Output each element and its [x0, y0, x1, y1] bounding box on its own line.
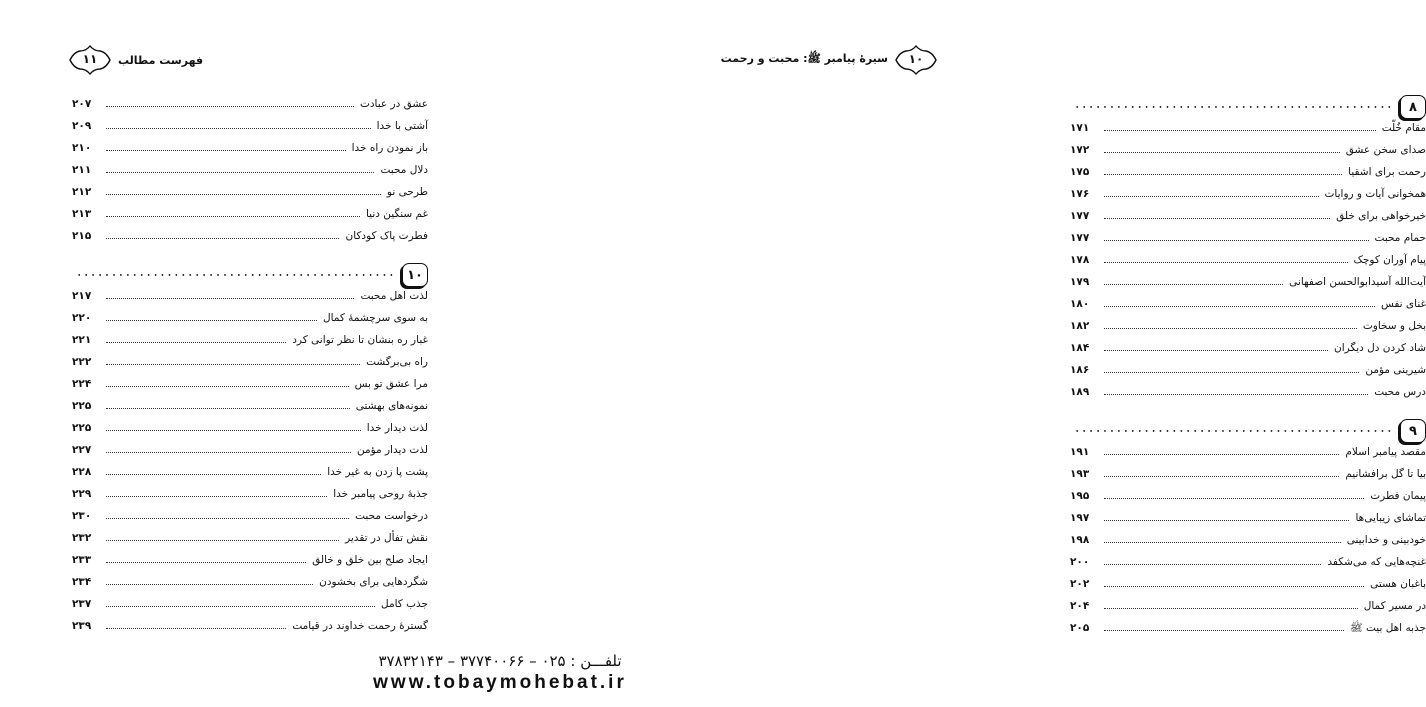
- entry-title: آشتی با خدا: [376, 120, 428, 132]
- toc-entry[interactable]: [1070, 556, 1426, 578]
- chapter-number-badge: ۱۰: [402, 263, 428, 287]
- dot-leader: [106, 237, 339, 239]
- toc-entry[interactable]: [72, 466, 428, 488]
- toc-entry[interactable]: [1070, 342, 1426, 364]
- chapter-number-badge: ۸: [1400, 95, 1426, 119]
- dot-leader: [1104, 173, 1342, 175]
- toc-entry[interactable]: [1070, 512, 1426, 534]
- entry-page-number: ۲۰۷: [72, 98, 92, 110]
- toc-entry[interactable]: [1070, 386, 1426, 408]
- right-page-header: [721, 45, 938, 75]
- entry-title: آیت‌الله آسیدابوالحسن اصفهانی: [1289, 276, 1426, 288]
- dot-leader: [1104, 585, 1364, 587]
- dot-leader: [106, 149, 346, 151]
- dot-leader: [1104, 563, 1321, 565]
- entry-title: رحمت برای اشقیا: [1348, 166, 1426, 178]
- dot-leader: [1104, 371, 1359, 373]
- dot-leader: [1104, 261, 1348, 263]
- entry-page-number: ۱۹۷: [1070, 512, 1090, 524]
- entry-page-number: ۲۲۰: [72, 312, 92, 324]
- dot-leader: [106, 363, 360, 365]
- entry-page-number: ۱۹۱: [1070, 446, 1090, 458]
- toc-entry[interactable]: [72, 164, 428, 186]
- entry-page-number: ۱۹۳: [1070, 468, 1090, 480]
- entry-page-number: ۲۰۵: [1070, 622, 1090, 634]
- entry-title: عشق در عبادت: [359, 98, 428, 110]
- entry-page-number: ۱۷۸: [1070, 254, 1090, 266]
- phone-label: تلفـــن :: [570, 652, 622, 670]
- dot-leader: [1104, 629, 1344, 631]
- entry-page-number: ۲۱۷: [72, 290, 92, 302]
- phone-numbers: ۰۲۵ – ۳۷۷۴۰۰۶۶ – ۳۷۸۳۲۱۴۳: [378, 652, 566, 670]
- entry-page-number: ۲۳۰: [72, 510, 92, 522]
- entry-page-number: ۲۰۲: [1070, 578, 1090, 590]
- toc-entry[interactable]: [72, 554, 428, 576]
- page-number: ۱۱: [82, 52, 98, 66]
- entry-title: درس محبت: [1374, 386, 1426, 398]
- entry-page-number: ۱۷۷: [1070, 210, 1090, 222]
- dot-leader: [106, 215, 360, 217]
- entry-title: غم سنگین دنیا: [365, 208, 428, 220]
- toc-entry[interactable]: [1070, 622, 1426, 644]
- entry-title: پیام آوران کوچک: [1353, 254, 1426, 266]
- entry-title: طرحی نو: [386, 186, 428, 198]
- toc-entry[interactable]: [1070, 490, 1426, 512]
- dot-leader: [106, 385, 349, 387]
- toc-entry[interactable]: [1070, 232, 1426, 254]
- entry-page-number: ۱۹۵: [1070, 490, 1090, 502]
- entry-title: شیرینی مؤمن: [1365, 364, 1426, 376]
- dot-leader: [1104, 475, 1339, 477]
- dot-leader: [106, 539, 339, 541]
- toc-entry[interactable]: [72, 620, 428, 642]
- toc-entry[interactable]: [1070, 210, 1426, 232]
- entry-page-number: ۱۷۲: [1070, 144, 1090, 156]
- dot-leader: [106, 627, 286, 629]
- toc-entry[interactable]: [72, 378, 428, 400]
- toc-entry[interactable]: [72, 510, 428, 532]
- dot-leader: [106, 605, 375, 607]
- entry-title: باغبان هستی: [1370, 578, 1426, 590]
- chapter-dotted-rule: [1070, 104, 1392, 110]
- entry-title: صدای سخن عشق: [1345, 144, 1426, 156]
- dot-leader: [1104, 519, 1349, 521]
- entry-title: گسترۀ رحمت خداوند در قیامت: [292, 620, 428, 632]
- toc-entry[interactable]: [72, 290, 428, 312]
- entry-title: جذبۀ روحی پیامبر خدا: [333, 488, 428, 500]
- dot-leader: [1104, 327, 1357, 329]
- dot-leader: [106, 429, 361, 431]
- dot-leader: [106, 127, 371, 129]
- toc-entry[interactable]: [72, 142, 428, 164]
- entry-title: لذت اهل محبت: [360, 290, 428, 302]
- entry-title: خیرخواهی برای خلق: [1336, 210, 1426, 222]
- dot-leader: [1104, 453, 1339, 455]
- entry-page-number: ۲۳۴: [72, 576, 92, 588]
- toc-entry[interactable]: [1070, 166, 1426, 188]
- entry-title: مقصد پیامبر اسلام: [1345, 446, 1426, 458]
- entry-title: بیا تا گل برافشانیم: [1345, 468, 1426, 480]
- toc-entry[interactable]: [1070, 298, 1426, 320]
- entry-title: نقش تفأل در تقدیر: [345, 532, 428, 544]
- toc-right: [1070, 92, 1426, 644]
- toc-entry[interactable]: [1070, 320, 1426, 342]
- toc-entry[interactable]: [72, 400, 428, 422]
- toc-entry[interactable]: [1070, 276, 1426, 298]
- entry-page-number: ۲۳۳: [72, 554, 92, 566]
- entry-title: شاد کردن دل دیگران: [1334, 342, 1426, 354]
- toc-entry[interactable]: [72, 208, 428, 230]
- entry-page-number: ۲۰۰: [1070, 556, 1090, 568]
- entry-page-number: ۲۲۱: [72, 334, 92, 346]
- toc-entry[interactable]: [72, 230, 428, 252]
- entry-page-number: ۲۱۳: [72, 208, 92, 220]
- chapter-heading: [1070, 92, 1426, 122]
- entry-title: در مسیر کمال: [1363, 600, 1426, 612]
- toc-entry[interactable]: [72, 334, 428, 356]
- entry-page-number: ۱۸۰: [1070, 298, 1090, 310]
- entry-title: نمونه‌های بهشتی: [355, 400, 428, 412]
- header-title: سیرۀ پیامبر ﷺ: محبت و رحمت: [720, 52, 888, 65]
- entry-page-number: ۱۷۷: [1070, 232, 1090, 244]
- dot-leader: [1104, 151, 1340, 153]
- dot-leader: [1104, 239, 1369, 241]
- entry-title: جذبه اهل بیت ﷺ: [1349, 622, 1426, 634]
- entry-title: خودبینی و خدابینی: [1346, 534, 1426, 546]
- entry-title: درخواست محبت: [355, 510, 428, 522]
- dot-leader: [1104, 283, 1283, 285]
- toc-entry[interactable]: [1070, 364, 1426, 386]
- entry-page-number: ۱۹۸: [1070, 534, 1090, 546]
- toc-entry[interactable]: [72, 312, 428, 334]
- entry-title: حمام محبت: [1374, 232, 1426, 244]
- dot-leader: [106, 319, 317, 321]
- dot-leader: [106, 495, 327, 497]
- toc-left: [72, 98, 428, 642]
- entry-page-number: ۲۲۴: [72, 378, 92, 390]
- dot-leader: [106, 341, 286, 343]
- footer-phone: [0, 652, 1000, 670]
- dot-leader: [106, 451, 351, 453]
- entry-title: تماشای زیبایی‌ها: [1355, 512, 1426, 524]
- dot-leader: [1104, 607, 1358, 609]
- header-title: فهرست مطالب: [118, 53, 204, 67]
- entry-page-number: ۲۱۵: [72, 230, 92, 242]
- entry-page-number: ۱۸۲: [1070, 320, 1090, 332]
- chapter-dotted-rule: [1070, 428, 1392, 434]
- toc-entry[interactable]: [1070, 446, 1426, 468]
- entry-page-number: ۲۱۲: [72, 186, 92, 198]
- dot-leader: [106, 171, 374, 173]
- toc-entry[interactable]: [72, 488, 428, 510]
- entry-page-number: ۲۲۹: [72, 488, 92, 500]
- toc-entry[interactable]: [72, 598, 428, 620]
- entry-title: غنای نفس: [1380, 298, 1426, 310]
- dot-leader: [1104, 129, 1376, 131]
- dot-leader: [106, 407, 350, 409]
- dot-leader: [106, 561, 306, 563]
- toc-entry[interactable]: [72, 186, 428, 208]
- entry-title: پیمان فطرت: [1370, 490, 1426, 502]
- entry-title: جذب کامل: [381, 598, 428, 610]
- entry-title: غنچه‌هایی که می‌شکفد: [1327, 556, 1426, 568]
- entry-title: غبار ره بنشان تا نظر توانی کرد: [292, 334, 428, 346]
- toc-entry[interactable]: [1070, 254, 1426, 276]
- entry-page-number: ۱۸۴: [1070, 342, 1090, 354]
- toc-entry[interactable]: [1070, 122, 1426, 144]
- dot-leader: [1104, 217, 1330, 219]
- dot-leader: [1104, 393, 1368, 395]
- page-number-badge: [68, 45, 112, 75]
- chapter-heading: [72, 260, 428, 290]
- entry-title: بخل و سخاوت: [1362, 320, 1426, 332]
- left-page: [0, 0, 500, 707]
- entry-page-number: ۲۳۹: [72, 620, 92, 632]
- entry-page-number: ۱۸۶: [1070, 364, 1090, 376]
- entry-title: راه بی‌برگشت: [366, 356, 428, 368]
- toc-entry[interactable]: [72, 120, 428, 142]
- toc-entry[interactable]: [72, 444, 428, 466]
- entry-page-number: ۲۲۸: [72, 466, 92, 478]
- toc-entry[interactable]: [72, 98, 428, 120]
- chapter-number-badge: ۹: [1400, 419, 1426, 443]
- toc-entry[interactable]: [72, 576, 428, 598]
- entry-title: پشت پا زدن به غیر خدا: [327, 466, 428, 478]
- dot-leader: [106, 583, 313, 585]
- entry-page-number: ۲۲۵: [72, 422, 92, 434]
- entry-title: دلال محبت: [380, 164, 428, 176]
- toc-entry[interactable]: [1070, 534, 1426, 556]
- website-link[interactable]: www.tobaymohebat.ir: [373, 672, 627, 693]
- page-number: ۱۰: [908, 52, 924, 66]
- entry-title: شگردهایی برای بخشودن: [319, 576, 428, 588]
- entry-title: همخوانی آیات و روایات: [1324, 188, 1426, 200]
- toc-entry[interactable]: [1070, 468, 1426, 490]
- entry-page-number: ۲۲۷: [72, 444, 92, 456]
- entry-page-number: ۱۷۱: [1070, 122, 1090, 134]
- toc-entry[interactable]: [1070, 188, 1426, 210]
- entry-page-number: ۲۰۴: [1070, 600, 1090, 612]
- toc-entry[interactable]: [72, 356, 428, 378]
- left-page-header: [68, 45, 203, 75]
- chapter-dotted-rule: [72, 272, 394, 278]
- entry-title: مرا عشق تو بس: [354, 378, 428, 390]
- entry-title: مقام خُلّت: [1381, 122, 1426, 134]
- toc-entry[interactable]: [1070, 600, 1426, 622]
- entry-title: لذت دیدار مؤمن: [356, 444, 428, 456]
- dot-leader: [1104, 541, 1341, 543]
- dot-leader: [1104, 349, 1328, 351]
- right-page: [500, 0, 1426, 707]
- entry-page-number: ۲۳۲: [72, 532, 92, 544]
- entry-page-number: ۲۱۱: [72, 164, 92, 176]
- entry-page-number: ۲۲۲: [72, 356, 92, 368]
- entry-title: باز نمودن راه خدا: [351, 142, 428, 154]
- entry-title: ایجاد صلح بین خلق و خالق: [312, 554, 428, 566]
- entry-page-number: ۲۱۰: [72, 142, 92, 154]
- dot-leader: [106, 473, 321, 475]
- dot-leader: [1104, 305, 1375, 307]
- footer: [0, 652, 1000, 694]
- toc-entry[interactable]: [1070, 144, 1426, 166]
- dot-leader: [106, 105, 354, 107]
- chapter-heading: [1070, 416, 1426, 446]
- entry-page-number: ۱۷۹: [1070, 276, 1090, 288]
- dot-leader: [106, 297, 354, 299]
- toc-entry[interactable]: [1070, 578, 1426, 600]
- entry-title: فطرت پاک کودکان: [345, 230, 428, 242]
- entry-page-number: ۲۲۵: [72, 400, 92, 412]
- page-number-badge: [894, 45, 938, 75]
- entry-title: به سوی سرچشمۀ کمال: [322, 312, 428, 324]
- entry-page-number: ۱۸۹: [1070, 386, 1090, 398]
- entry-page-number: ۱۷۶: [1070, 188, 1090, 200]
- dot-leader: [1104, 195, 1319, 197]
- toc-entry[interactable]: [72, 532, 428, 554]
- dot-leader: [106, 193, 381, 195]
- entry-page-number: ۲۳۷: [72, 598, 92, 610]
- dot-leader: [1104, 497, 1364, 499]
- toc-entry[interactable]: [72, 422, 428, 444]
- entry-title: لذت دیدار خدا: [366, 422, 428, 434]
- dot-leader: [106, 517, 349, 519]
- entry-page-number: ۲۰۹: [72, 120, 92, 132]
- entry-page-number: ۱۷۵: [1070, 166, 1090, 178]
